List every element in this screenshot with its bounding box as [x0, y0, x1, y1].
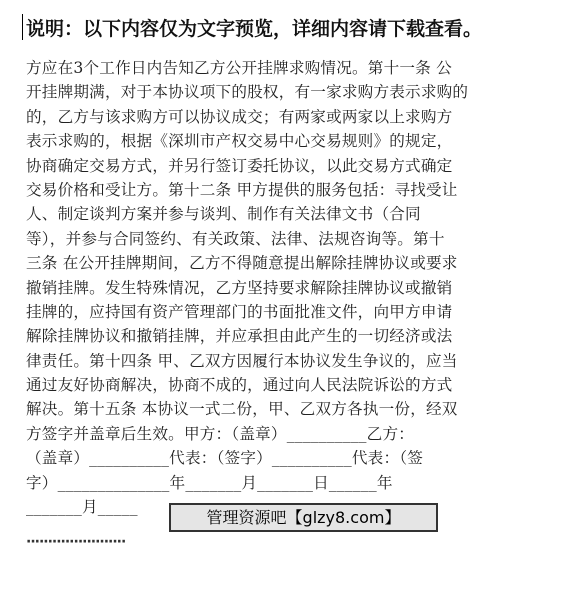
text-line: 挂牌的，应持国有资产管理部门的书面批准文件，向甲方申请 [26, 302, 453, 321]
document-body [26, 56, 556, 519]
text-line: 方应在3个工作日内告知乙方公开挂牌求购情况。第十一条 公 [26, 59, 452, 77]
text-line: 交易价格和受让方。第十二条 甲方提供的服务包括：寻找受让 [26, 180, 458, 199]
text-line: 表示求购的，根据《深圳市产权交易中心交易规则》的规定， [26, 132, 453, 151]
text-line: 方签字并盖章后生效。甲方：（盖章）__________乙方： [26, 424, 415, 443]
text-line: 协商确定交易方式，并另行签订委托协议，以此交易方式确定 [26, 156, 453, 175]
text-line: 通过友好协商解决，协商不成的，通过向人民法院诉讼的方式 [26, 376, 453, 395]
dotted-leader: ······················· [26, 534, 126, 550]
notice-text: 说明：以下内容仅为文字预览，详细内容请下载查看。 [26, 18, 483, 40]
site-watermark: 管理资源吧【glzy8.com】 [169, 503, 438, 532]
text-line: _______月_____ [26, 498, 138, 517]
text-line: 字）______________年_______月_______日______年 [26, 473, 393, 492]
text-line: 律责任。第十四条 甲、乙双方因履行本协议发生争议的，应当 [26, 351, 458, 370]
text-line: 撤销挂牌。发生特殊情况，乙方坚持要求解除挂牌协议或撤销 [26, 278, 453, 297]
text-line: 人、制定谈判方案并参与谈判、制作有关法律文书（合同 [26, 205, 421, 224]
text-line: 解决。第十五条 本协议一式二份，甲、乙双方各执一份，经双 [26, 400, 458, 419]
preview-notice [22, 10, 570, 50]
text-line: （盖章）__________代表：（签字）__________代表：（签 [26, 449, 424, 468]
text-line: 等），并参与合同签约、有关政策、法律、法规咨询等。第十 [26, 229, 445, 248]
text-line: 的，乙方与该求购方可以协议成交；有两家或两家以上求购方 [26, 107, 453, 126]
text-line: 开挂牌期满，对于本协议项下的股权，有一家求购方表示求购的 [26, 83, 469, 102]
text-line: 解除挂牌协议和撤销挂牌，并应承担由此产生的一切经济或法 [26, 327, 453, 346]
text-cursor [22, 14, 23, 40]
text-line: 三条 在公开挂牌期间，乙方不得随意提出解除挂牌协议或要求 [26, 254, 458, 273]
